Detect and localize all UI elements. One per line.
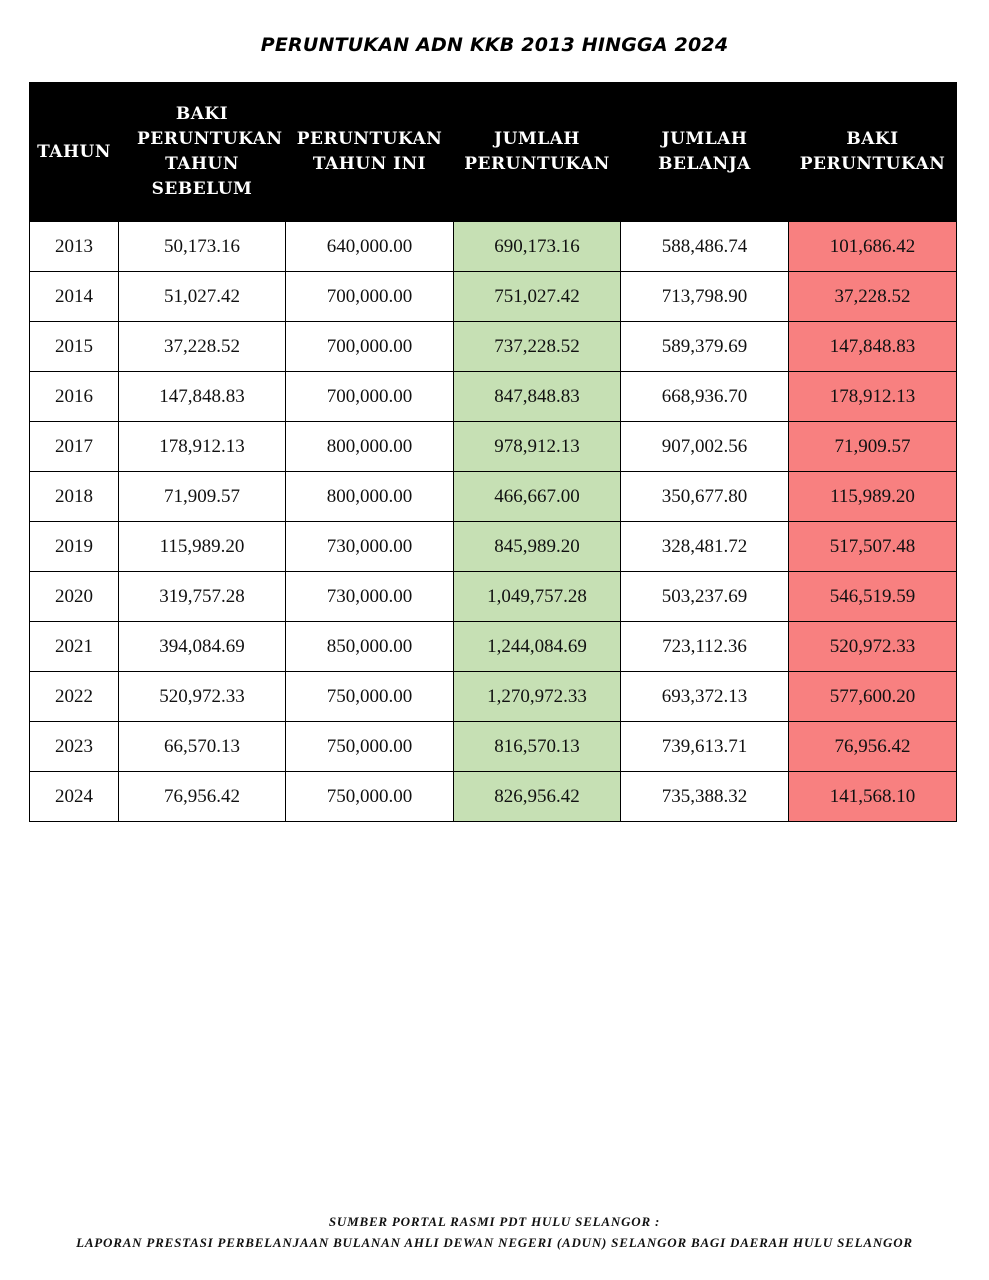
cell-jumlah-peruntukan: 816,570.13 xyxy=(454,722,621,772)
allocation-table xyxy=(29,82,957,822)
header-jumlah-peruntukan: JUMLAH PERUNTUKAN xyxy=(454,83,621,222)
cell-peruntukan-tahun-ini: 750,000.00 xyxy=(286,722,454,772)
cell-baki-peruntukan: 115,989.20 xyxy=(789,472,957,522)
cell-baki-tahun-sebelum: 115,989.20 xyxy=(119,522,286,572)
cell-peruntukan-tahun-ini: 700,000.00 xyxy=(286,372,454,422)
cell-tahun: 2018 xyxy=(30,472,119,522)
cell-baki-tahun-sebelum: 71,909.57 xyxy=(119,472,286,522)
cell-tahun: 2015 xyxy=(30,322,119,372)
table-row xyxy=(30,622,957,672)
cell-jumlah-peruntukan: 845,989.20 xyxy=(454,522,621,572)
cell-tahun: 2023 xyxy=(30,722,119,772)
cell-peruntukan-tahun-ini: 700,000.00 xyxy=(286,272,454,322)
cell-jumlah-peruntukan: 1,244,084.69 xyxy=(454,622,621,672)
table-row xyxy=(30,722,957,772)
table-row xyxy=(30,322,957,372)
table-row xyxy=(30,772,957,822)
cell-jumlah-belanja: 328,481.72 xyxy=(621,522,789,572)
cell-tahun: 2016 xyxy=(30,372,119,422)
cell-baki-peruntukan: 147,848.83 xyxy=(789,322,957,372)
table-row xyxy=(30,672,957,722)
footer-source-line: SUMBER PORTAL RASMI PDT HULU SELANGOR : xyxy=(328,1214,661,1229)
cell-jumlah-belanja: 735,388.32 xyxy=(621,772,789,822)
cell-baki-peruntukan: 76,956.42 xyxy=(789,722,957,772)
table-row xyxy=(30,572,957,622)
cell-jumlah-peruntukan: 690,173.16 xyxy=(454,222,621,272)
cell-peruntukan-tahun-ini: 800,000.00 xyxy=(286,422,454,472)
cell-peruntukan-tahun-ini: 730,000.00 xyxy=(286,572,454,622)
cell-peruntukan-tahun-ini: 730,000.00 xyxy=(286,522,454,572)
cell-jumlah-belanja: 693,372.13 xyxy=(621,672,789,722)
footer-report-line: LAPORAN PRESTASI PERBELANJAAN BULANAN AHLI DEWAN NEGERI (ADUN) SELANGOR BAGI DAERAH HULU SELANGOR xyxy=(76,1235,913,1250)
cell-baki-peruntukan: 520,972.33 xyxy=(789,622,957,672)
cell-jumlah-belanja: 503,237.69 xyxy=(621,572,789,622)
header-baki-peruntukan: BAKI PERUNTUKAN xyxy=(789,83,957,222)
cell-jumlah-peruntukan: 826,956.42 xyxy=(454,772,621,822)
cell-peruntukan-tahun-ini: 800,000.00 xyxy=(286,472,454,522)
cell-tahun: 2014 xyxy=(30,272,119,322)
cell-jumlah-belanja: 739,613.71 xyxy=(621,722,789,772)
cell-baki-tahun-sebelum: 394,084.69 xyxy=(119,622,286,672)
cell-tahun: 2024 xyxy=(30,772,119,822)
cell-baki-peruntukan: 546,519.59 xyxy=(789,572,957,622)
cell-jumlah-belanja: 713,798.90 xyxy=(621,272,789,322)
cell-jumlah-peruntukan: 751,027.42 xyxy=(454,272,621,322)
cell-tahun: 2022 xyxy=(30,672,119,722)
cell-tahun: 2021 xyxy=(30,622,119,672)
cell-baki-peruntukan: 517,507.48 xyxy=(789,522,957,572)
cell-baki-peruntukan: 71,909.57 xyxy=(789,422,957,472)
cell-jumlah-peruntukan: 466,667.00 xyxy=(454,472,621,522)
cell-baki-tahun-sebelum: 76,956.42 xyxy=(119,772,286,822)
cell-baki-tahun-sebelum: 520,972.33 xyxy=(119,672,286,722)
header-jumlah-belanja: JUMLAH BELANJA xyxy=(621,83,789,222)
cell-baki-tahun-sebelum: 37,228.52 xyxy=(119,322,286,372)
cell-baki-peruntukan: 37,228.52 xyxy=(789,272,957,322)
cell-peruntukan-tahun-ini: 750,000.00 xyxy=(286,772,454,822)
cell-jumlah-peruntukan: 1,270,972.33 xyxy=(454,672,621,722)
table-row xyxy=(30,422,957,472)
cell-peruntukan-tahun-ini: 850,000.00 xyxy=(286,622,454,672)
cell-jumlah-belanja: 723,112.36 xyxy=(621,622,789,672)
cell-jumlah-peruntukan: 847,848.83 xyxy=(454,372,621,422)
cell-jumlah-belanja: 588,486.74 xyxy=(621,222,789,272)
header-baki-peruntukan-tahun-sebelum: BAKI PERUNTUKAN TAHUN SEBELUM xyxy=(119,83,286,222)
cell-jumlah-peruntukan: 737,228.52 xyxy=(454,322,621,372)
cell-peruntukan-tahun-ini: 700,000.00 xyxy=(286,322,454,372)
header-peruntukan-tahun-ini: PERUNTUKAN TAHUN INI xyxy=(286,83,454,222)
cell-jumlah-belanja: 907,002.56 xyxy=(621,422,789,472)
table-row xyxy=(30,372,957,422)
cell-jumlah-peruntukan: 1,049,757.28 xyxy=(454,572,621,622)
page-title: PERUNTUKAN ADN KKB 2013 HINGGA 2024 xyxy=(260,34,729,56)
cell-jumlah-belanja: 350,677.80 xyxy=(621,472,789,522)
cell-baki-tahun-sebelum: 66,570.13 xyxy=(119,722,286,772)
cell-baki-tahun-sebelum: 319,757.28 xyxy=(119,572,286,622)
header-tahun: TAHUN xyxy=(30,83,119,222)
table-row xyxy=(30,222,957,272)
table-header-row xyxy=(30,83,957,222)
cell-jumlah-belanja: 668,936.70 xyxy=(621,372,789,422)
cell-peruntukan-tahun-ini: 640,000.00 xyxy=(286,222,454,272)
table-body xyxy=(30,222,957,822)
cell-tahun: 2013 xyxy=(30,222,119,272)
table-row xyxy=(30,272,957,322)
table-row xyxy=(30,472,957,522)
cell-baki-peruntukan: 577,600.20 xyxy=(789,672,957,722)
cell-jumlah-belanja: 589,379.69 xyxy=(621,322,789,372)
cell-peruntukan-tahun-ini: 750,000.00 xyxy=(286,672,454,722)
cell-baki-tahun-sebelum: 50,173.16 xyxy=(119,222,286,272)
cell-baki-peruntukan: 101,686.42 xyxy=(789,222,957,272)
cell-tahun: 2020 xyxy=(30,572,119,622)
table-row xyxy=(30,522,957,572)
cell-jumlah-peruntukan: 978,912.13 xyxy=(454,422,621,472)
cell-tahun: 2019 xyxy=(30,522,119,572)
cell-baki-tahun-sebelum: 51,027.42 xyxy=(119,272,286,322)
cell-baki-peruntukan: 178,912.13 xyxy=(789,372,957,422)
cell-tahun: 2017 xyxy=(30,422,119,472)
cell-baki-tahun-sebelum: 178,912.13 xyxy=(119,422,286,472)
cell-baki-peruntukan: 141,568.10 xyxy=(789,772,957,822)
cell-baki-tahun-sebelum: 147,848.83 xyxy=(119,372,286,422)
